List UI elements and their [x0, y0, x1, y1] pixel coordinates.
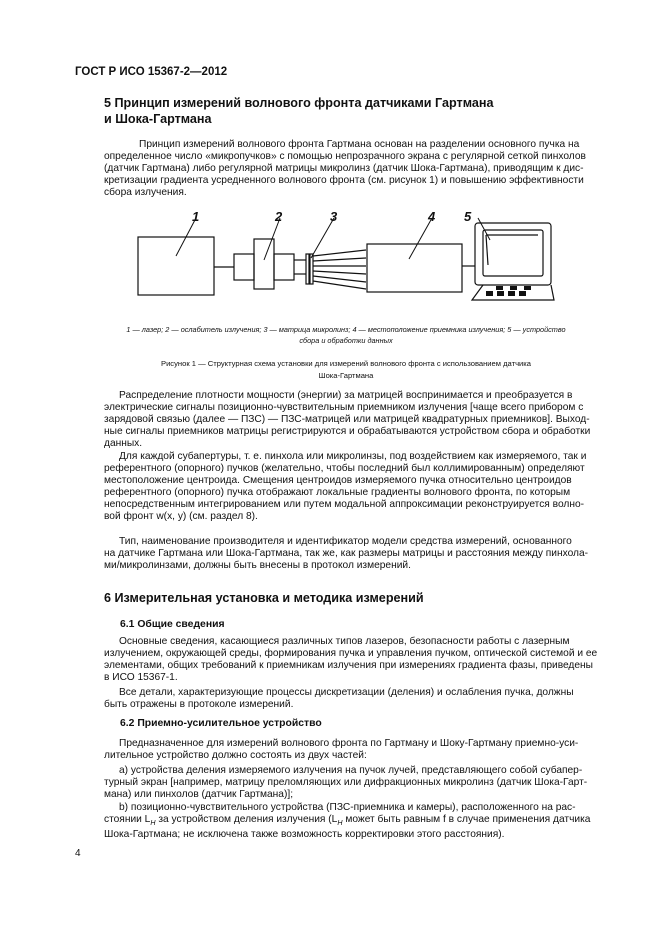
text-line: определенное число «микропучков» с помощью непрозрачного экрана с регулярной сеткой пинхолов: [104, 151, 586, 163]
text-line: в ИСО 15367-1.: [104, 672, 178, 684]
label-leader: [478, 218, 490, 240]
paragraph-subaperture: [104, 451, 615, 524]
section-6-1-heading: 6.1 Общие сведения: [120, 619, 225, 630]
text-run: стоянии L: [104, 814, 151, 826]
figure-label-4: 4: [428, 210, 436, 224]
figure-label-5: 5: [464, 210, 472, 224]
figure-1-legend: [72, 324, 620, 346]
page-number: 4: [75, 848, 81, 859]
text-line: ные сигналы приемников матрицы регистрируются и обрабатываются устройством сбора и обработки: [104, 426, 591, 438]
text-line: Тип, наименование производителя и идентификатор модели средства измерений, основанного: [119, 536, 572, 547]
text-line: Принцип измерений волнового фронта Гартмана основан на разделении основного пучка на: [139, 139, 580, 150]
paragraph-receiver-device: [104, 738, 615, 762]
figure-1-caption: [90, 358, 602, 382]
text-line: местоположение центроида. Смещения центроидов измеряемого пучка относительно центроидов: [104, 475, 572, 487]
section-5-heading-line-1: 5 Принцип измерений волнового фронта датчиками Гартмана: [104, 96, 494, 110]
legend-line: сбора и обработки данных: [299, 336, 393, 345]
text-line: данных.: [104, 438, 143, 450]
text-run: может быть равным f в случае применения датчика: [342, 814, 591, 826]
paragraph-hartmann-principle: [104, 139, 615, 199]
text-line: Распределение плотности мощности (энергии) за матрицей воспринимается и преобразуется в: [119, 390, 573, 401]
section-6-heading: 6 Измерительная установка и методика измерений: [104, 591, 424, 605]
text-line: (датчик Гартмана) либо регулярной матрицы микролинз (датчик Шока-Гартмана), приводящим к дис-: [104, 163, 584, 175]
text-line: зарядовой связью (далее — ПЗС) — ПЗС-матрицей или матрицей квадратурных приемников]. Выход-: [104, 414, 590, 426]
section-5-heading: [104, 95, 493, 127]
text-line: турный экран [например, матрицу преломляющих или дифракционных микролинз (датчик Шока-Гарт-: [104, 777, 588, 789]
text-line: мана) или пинхолов (датчик Гартмана)];: [104, 789, 294, 801]
text-line: на датчике Гартмана или Шока-Гартмана, так же, как размеры матрицы и расстояния между пинхола-: [104, 548, 589, 560]
figure-label-2: 2: [275, 210, 283, 224]
text-line: излучением, окружающей среды, формирования пучка и управления пучком, оптической системой и ее: [104, 648, 598, 660]
text-line: ми/микролинзами, должны быть внесены в протокол измерений.: [104, 560, 411, 572]
microlens-array: [306, 254, 309, 284]
sub-beams: [313, 250, 366, 289]
text-line: кретизации градиента усредненного волнового фронта (см. рисунок 1) и повышению эффективности: [104, 175, 584, 187]
paragraph-general-info: [104, 636, 615, 684]
paragraph-power-density: [104, 390, 615, 450]
laser-block: [138, 237, 214, 295]
text-line: референтного (опорного) пучка отображают локальные градиенты волнового фронта, по которым: [104, 487, 571, 499]
text-line: Шока-Гартмана; не исключена также возможность корректировки этого расстояния).: [104, 829, 505, 841]
text-line: [104, 814, 615, 829]
label-leader: [311, 218, 334, 258]
text-line: быть отражены в протоколе измерений.: [104, 699, 294, 711]
text-run: за устройством деления излучения (L: [155, 814, 338, 826]
text-line: Предназначенное для измерений волнового фронта по Гартману и Шоку-Гартману приемно-уси-: [119, 738, 579, 749]
figure-1-diagram: [130, 210, 600, 318]
subscript: H: [150, 819, 156, 828]
text-line: Все детали, характеризующие процессы дискретизации (деления) и ослабления пучка, должны: [119, 687, 574, 698]
legend-line: 1 — лазер; 2 — ослабитель излучения; 3 — матрица микролинз; 4 — местоположение приемника излучения; 5 — устройство: [126, 325, 566, 334]
caption-line: Рисунок 1 — Структурная схема установки для измерений волнового фронта с использованием датчика: [161, 359, 531, 368]
text-line: непосредственным интегрированием или путем модальной аппроксимации реконструируется волно-: [104, 499, 585, 511]
list-item-a: [104, 765, 615, 801]
text-line: вой фронт w(x, y) (см. раздел 8).: [104, 511, 258, 523]
section-6-2-heading: 6.2 Приемно-усилительное устройство: [120, 718, 322, 729]
paragraph-details: [104, 687, 615, 711]
text-line: b) позиционно-чувствительного устройства (ПЗС-приемника и камеры), расположенного на рас-: [119, 802, 576, 813]
text-line: Основные сведения, касающиеся различных типов лазеров, безопасности работы с лазерным: [119, 636, 570, 647]
text-line: лительное устройство должно состоять из двух частей:: [104, 750, 367, 762]
figure-label-1: 1: [192, 210, 200, 224]
section-5-heading-line-2: и Шока-Гартмана: [104, 112, 212, 126]
text-line: сбора излучения.: [104, 187, 187, 199]
attenuator-block: [254, 239, 274, 289]
detector-block: [367, 244, 462, 292]
document-header: ГОСТ Р ИСО 15367-2—2012: [75, 66, 228, 78]
text-line: a) устройства деления измеряемого излучения на пучок лучей, представляющего собой субапер-: [119, 765, 583, 776]
text-line: элементами, общих требований к приемникам излучения при измерениях градиента фазы, приведены: [104, 660, 593, 672]
text-line: Для каждой субапертуры, т. е. пинхола или микролинзы, под воздействием как измеряемого, так и: [119, 451, 587, 462]
figure-label-3: 3: [330, 210, 338, 224]
text-line: электрические сигналы позиционно-чувствительным приемником излучения [чаще всего прибором с: [104, 402, 584, 414]
list-item-b: [104, 802, 615, 841]
paragraph-protocol: [104, 536, 615, 572]
text-line: референтного (опорного) пучков (желательно, чтобы последний был коллимированным) определяют: [104, 463, 585, 475]
label-leader: [409, 218, 432, 259]
subscript: H: [337, 819, 343, 828]
caption-line: Шока-Гартмана: [318, 371, 374, 380]
